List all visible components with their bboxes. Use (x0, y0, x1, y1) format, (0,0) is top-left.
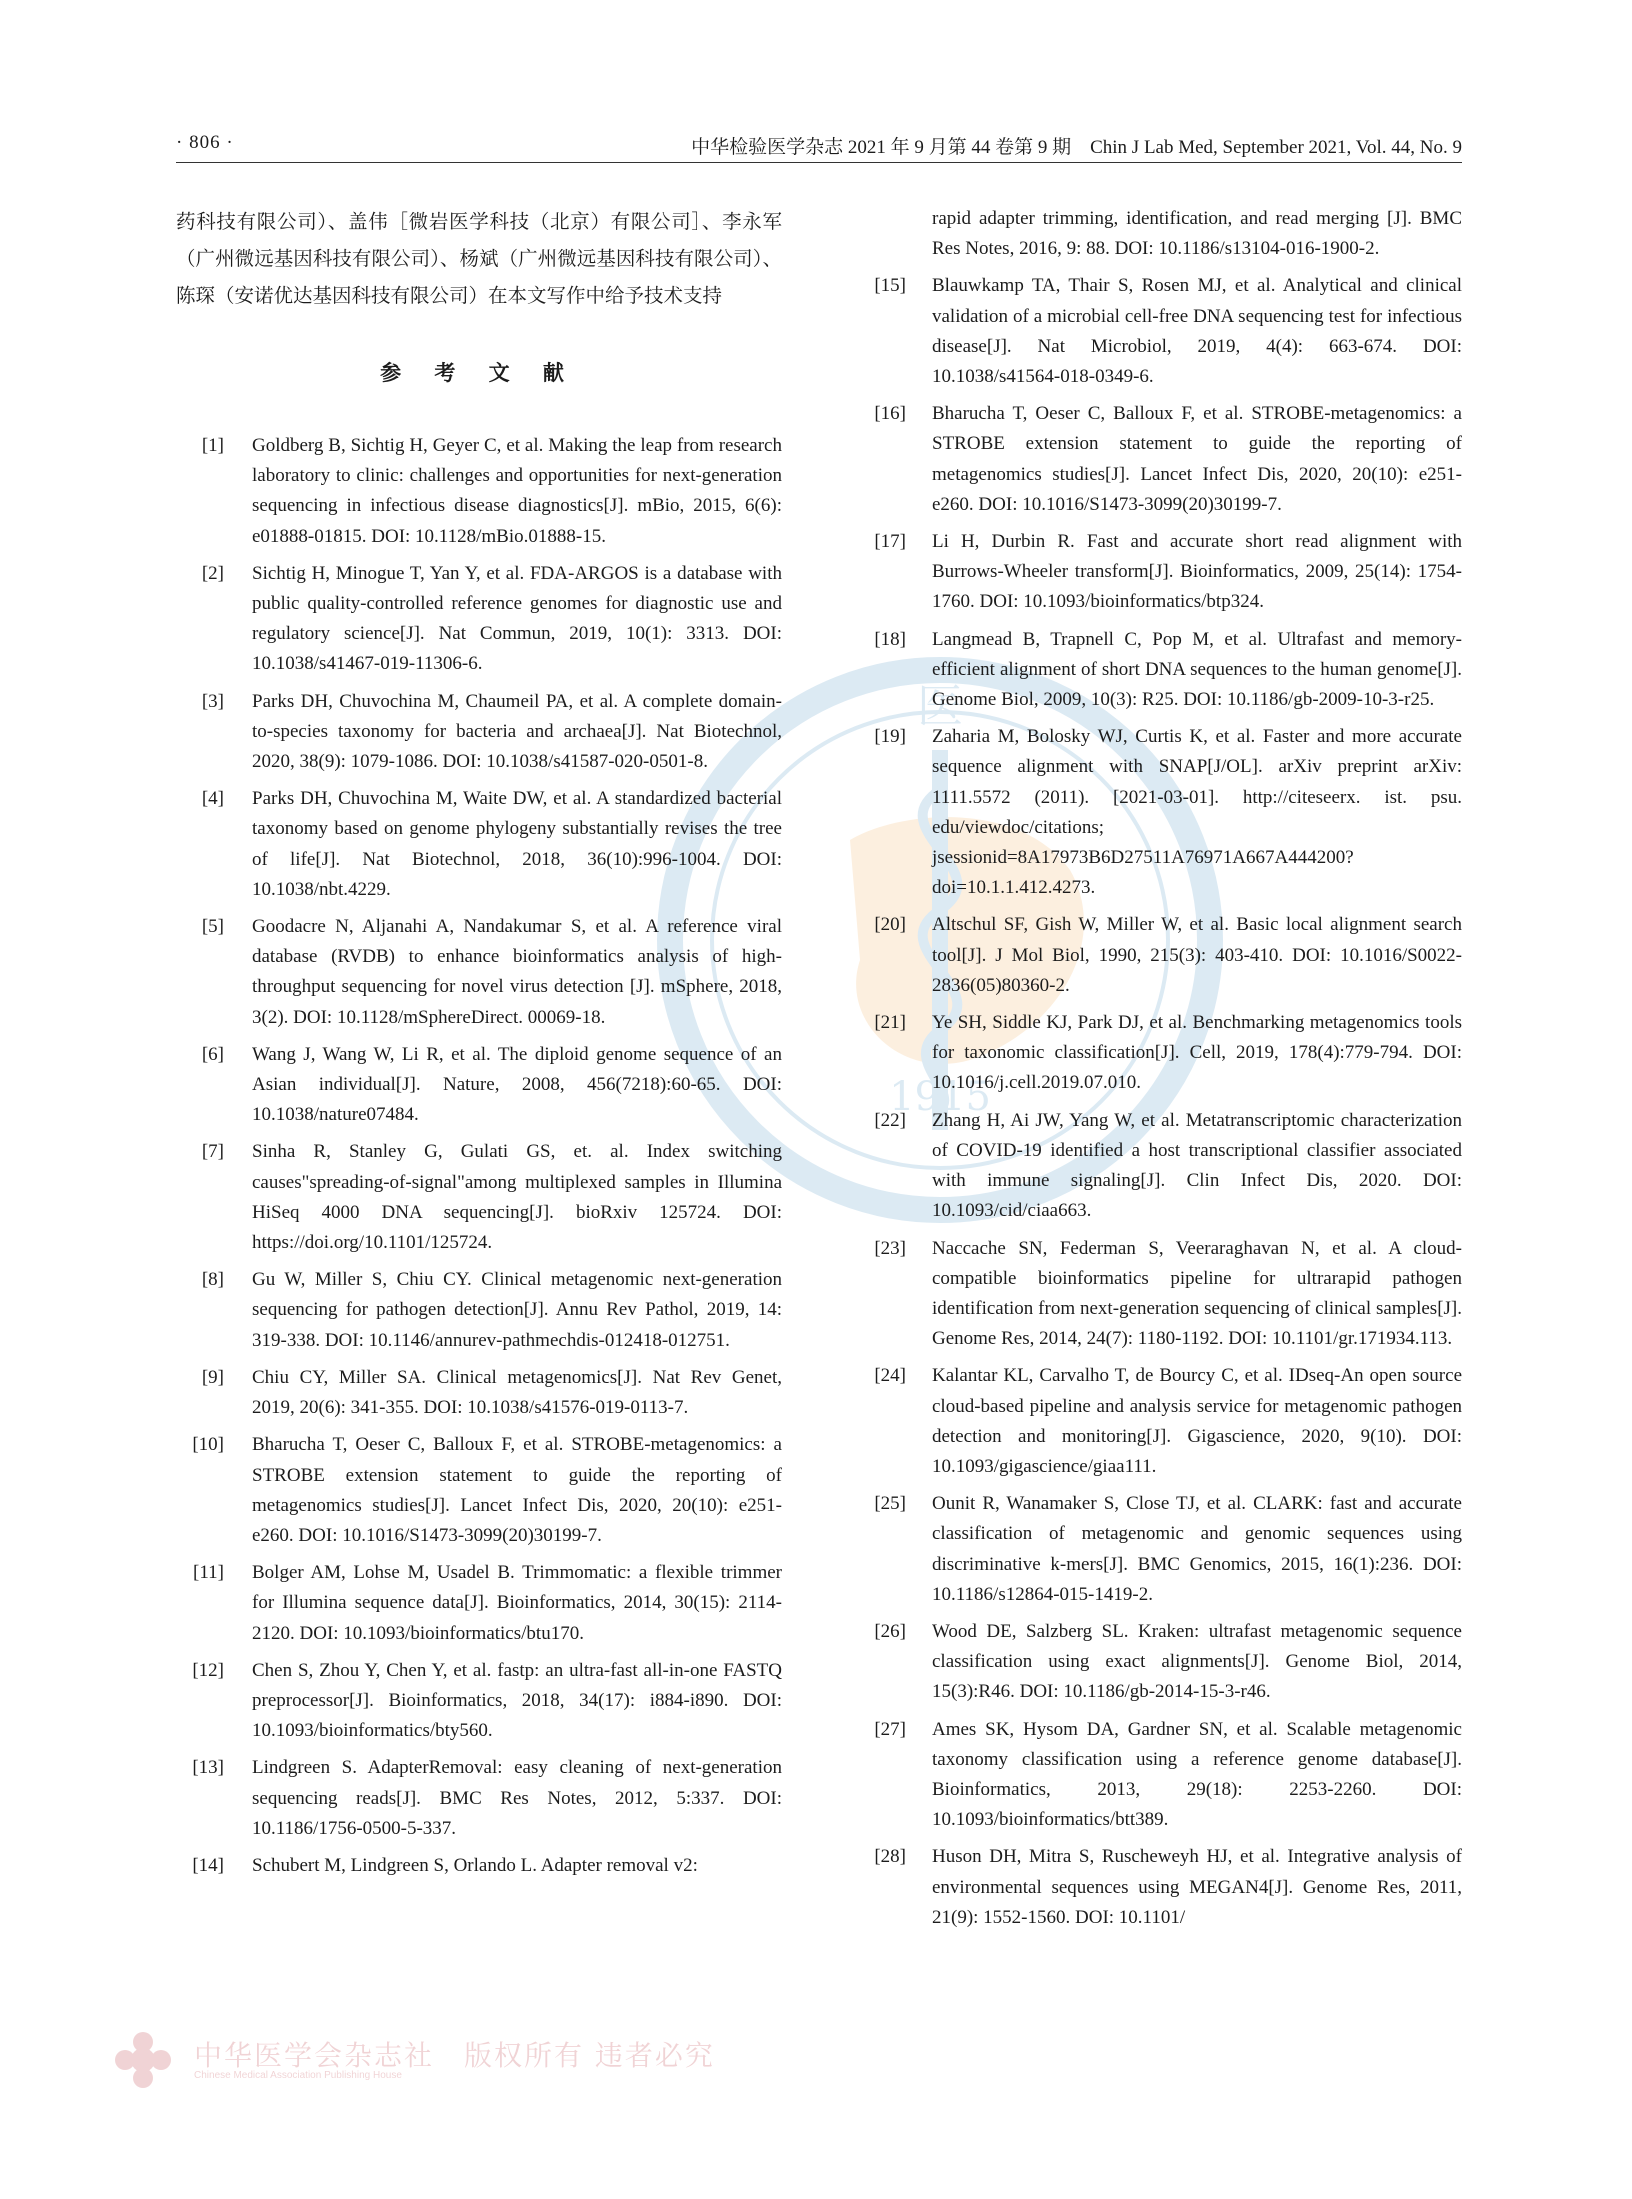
reference-item (176, 1430, 782, 1551)
left-column (176, 204, 782, 1888)
reference-item (176, 559, 782, 680)
reference-number: [10] (192, 1434, 224, 1456)
reference-item (176, 687, 782, 778)
reference-text: Ounit R, Wanamaker S, Close TJ, et al. CLARK: fast and accurate classification of metagenomic and genomic sequences using discriminative k-mers[J]. BMC Genomics, 2015, 16(1):236. DOI: 10.1186/s12864-015-1419-2. (932, 1493, 1462, 1605)
reference-text: Huson DH, Mitra S, Ruscheweyh HJ, et al. Integrative analysis of environmental sequences using MEGAN4[J]. Genome Res, 2011, 21(9): 1552-1560. DOI: 10.1101/ (932, 1846, 1462, 1928)
right-column (866, 204, 1462, 1940)
svg-text:医: 医 (917, 679, 963, 733)
reference-text: Naccache SN, Federman S, Veeraraghavan N, et al. A cloud-compatible bioinformatics pipeline for ultrarapid pathogen identification from next-generation sequencing of clinical samples[J]. Genome Res, 2014, 24(7): 1180-1192. DOI: 10.1101/gr.171934.113. (932, 1237, 1462, 1350)
reference-number: [21] (874, 1012, 906, 1034)
reference-item (866, 1715, 1462, 1836)
reference-number: [16] (874, 403, 906, 425)
reference-number: [11] (193, 1562, 224, 1584)
reference-item (176, 1656, 782, 1747)
reference-item (176, 1265, 782, 1356)
reference-text: rapid adapter trimming, identification, and read merging [J]. BMC Res Notes, 2016, 9: 88. DOI: 10.1186/s13104-016-1900-2. (932, 208, 1462, 260)
reference-number: [15] (874, 275, 906, 297)
reference-text: Goldberg B, Sichtig H, Geyer C, et al. Making the leap from research laboratory to clinic: challenges and opportunities for next-generation sequencing in infectious disease diagnostics[J]. mBio, 2015, 6(6): e01888-01815. DOI: 10.1128/mBio.01888-15. (252, 435, 782, 547)
reference-item (866, 271, 1462, 392)
reference-list-left (176, 431, 782, 1881)
reference-number: [3] (201, 690, 224, 712)
reference-text: Altschul SF, Gish W, Miller W, et al. Basic local alignment search tool[J]. J Mol Biol, 1990, 215(3): 403-410. DOI: 10.1016/S0022-2836(05)80360-2. (932, 914, 1462, 996)
reference-item (866, 1361, 1462, 1482)
reference-item (866, 1489, 1462, 1610)
reference-number: [24] (874, 1365, 906, 1387)
reference-item (866, 1106, 1462, 1227)
reference-number: [13] (192, 1757, 224, 1779)
reference-number: [20] (874, 914, 906, 936)
reference-number: [28] (874, 1846, 906, 1868)
reference-item (176, 1558, 782, 1649)
page-number: · 806 · (176, 132, 234, 153)
reference-item (176, 1851, 782, 1881)
reference-item (176, 784, 782, 905)
reference-number: [1] (201, 435, 224, 456)
reference-text: Wang J, Wang W, Li R, et al. The diploid genome sequence of an Asian individual[J]. Nature, 2008, 456(7218):60-65. DOI: 10.1038/nature07484. (252, 1043, 782, 1126)
reference-text: Sinha R, Stanley G, Gulati GS, et. al. Index switching causes"spreading-of-signal"among multiplexed samples in Illumina HiSeq 4000 DNA sequencing[J]. bioRxiv 125724. DOI: https://doi.org/10.1101/125724. (252, 1141, 782, 1254)
page-header (176, 132, 1462, 163)
reference-number: [2] (201, 562, 224, 584)
reference-item (176, 1137, 782, 1258)
reference-item (866, 527, 1462, 618)
reference-text: Schubert M, Lindgreen S, Orlando L. Adapter removal v2: (252, 1854, 698, 1876)
reference-number: [23] (874, 1237, 906, 1259)
publisher-name: 中华医学会杂志社 版权所有 违者必究 (194, 2039, 715, 2072)
reference-number: [5] (201, 916, 224, 938)
reference-item (866, 1234, 1462, 1355)
reference-number: [7] (201, 1141, 224, 1163)
reference-text: Lindgreen S. AdapterRemoval: easy cleaning of next-generation sequencing reads[J]. BMC Res Notes, 2012, 5:337. DOI: 10.1186/1756-0500-5-337. (252, 1757, 782, 1839)
reference-text: Bolger AM, Lohse M, Usadel B. Trimmomatic: a flexible trimmer for Illumina sequence data[J]. Bioinformatics, 2014, 30(15): 2114-2120. DOI: 10.1093/bioinformatics/btu170. (252, 1562, 782, 1644)
reference-text: Ye SH, Siddle KJ, Park DJ, et al. Benchmarking metagenomics tools for taxonomic classification[J]. Cell, 2019, 178(4):779-794. DOI: 10.1016/j.cell.2019.07.010. (932, 1012, 1462, 1094)
reference-text: Chen S, Zhou Y, Chen Y, et al. fastp: an ultra-fast all-in-one FASTQ preprocessor[J]. Bioinformatics, 2018, 34(17): i884-i890. DOI: 10.1093/bioinformatics/bty560. (252, 1659, 782, 1742)
reference-text: Chiu CY, Miller SA. Clinical metagenomics[J]. Nat Rev Genet, 2019, 20(6): 341-355. DOI: 10.1038/s41576-019-0113-7. (252, 1366, 782, 1419)
reference-text: Blauwkamp TA, Thair S, Rosen MJ, et al. Analytical and clinical validation of a microbial cell-free DNA sequencing test for infectious disease[J]. Nat Microbiol, 2019, 4(4): 663-674. DOI: 10.1038/s41564-018-0349-6. (932, 275, 1462, 388)
reference-item (866, 1008, 1462, 1099)
reference-text: Bharucha T, Oeser C, Balloux F, et al. STROBE-metagenomics: a STROBE extension statement to guide the reporting of metagenomics studies[J]. Lancet Infect Dis, 2020, 20(10): e251-e260. DOI: 10.1016/S1473-3099(20)30199-7. (252, 1434, 782, 1546)
references-heading: 参 考 文 献 (380, 361, 578, 385)
reference-number: [25] (874, 1493, 906, 1515)
reference-text: Zhang H, Ai JW, Yang W, et al. Metatranscriptomic characterization of COVID-19 identified a host transcriptional classifier associated with immune signaling[J]. Clin Infect Dis, 2020. DOI: 10.1093/cid/ciaa663. (932, 1109, 1462, 1222)
reference-text: Ames SK, Hysom DA, Gardner SN, et al. Scalable metagenomic taxonomy classification using a reference genome database[J]. Bioinformatics, 2013, 29(18): 2253-2260. DOI: 10.1093/bioinformatics/btt389. (932, 1718, 1462, 1831)
reference-text: Bharucha T, Oeser C, Balloux F, et al. STROBE-metagenomics: a STROBE extension statement to guide the reporting of metagenomics studies[J]. Lancet Infect Dis, 2020, 20(10): e251-e260. DOI: 10.1016/S1473-3099(20)30199-7. (932, 403, 1462, 515)
reference-number: [9] (201, 1366, 224, 1388)
reference-number: [27] (874, 1718, 906, 1740)
reference-number: [8] (201, 1269, 224, 1291)
reference-number: [26] (874, 1620, 906, 1642)
reference-item (866, 1617, 1462, 1708)
reference-item (866, 1842, 1462, 1933)
reference-number: [19] (874, 726, 906, 748)
reference-number: [22] (874, 1109, 906, 1131)
reference-text: Parks DH, Chuvochina M, Waite DW, et al. A standardized bacterial taxonomy based on genome phylogeny substantially revises the tree of life[J]. Nat Biotechnol, 2018, 36(10):996-1004. DOI: 10.1038/nbt.4229. (252, 788, 782, 900)
reference-text: Langmead B, Trapnell C, Pop M, et al. Ultrafast and memory-efficient alignment of short DNA sequences to the human genome[J]. Genome Biol, 2009, 10(3): R25. DOI: 10.1186/gb-2009-10-3-r25. (932, 628, 1462, 711)
reference-number: [4] (201, 788, 224, 810)
reference-number: [14] (192, 1854, 224, 1876)
reference-item (176, 1363, 782, 1423)
reference-text: Kalantar KL, Carvalho T, de Bourcy C, et al. IDseq-An open source cloud-based pipeline and analysis service for metagenomic pathogen detection and monitoring[J]. Gigascience, 2020, 9(10). DOI: 10.1093/gigascience/giaa111. (932, 1365, 1462, 1477)
reference-list-right (866, 271, 1462, 1933)
flower-emblem-icon (108, 2030, 178, 2090)
reference-number: [12] (192, 1659, 224, 1681)
journal-running-title: 中华检验医学杂志 2021 年 9 月第 44 卷第 9 期 Chin J Lab Med, September 2021, Vol. 44, No. 9 (691, 137, 1462, 158)
reference-item (866, 910, 1462, 1001)
reference-text: Sichtig H, Minogue T, Yan Y, et al. FDA-ARGOS is a database with public quality-controlled reference genomes for diagnostic use and regulatory science[J]. Nat Commun, 2019, 10(1): 3313. DOI: 10.1038/s41467-019-11306-6. (252, 562, 782, 675)
publisher-logo-watermark (108, 2030, 748, 2090)
reference-item (866, 399, 1462, 520)
reference-item (176, 1753, 782, 1844)
reference-item (176, 912, 782, 1033)
reference-item-continued (866, 204, 1462, 264)
reference-number: [6] (201, 1043, 224, 1065)
reference-item (176, 431, 782, 552)
publisher-name-en: Chinese Medical Association Publishing House (194, 2070, 402, 2081)
reference-item (176, 1040, 782, 1131)
reference-number: [17] (874, 531, 906, 553)
reference-item (866, 722, 1462, 903)
acknowledgement-text: 药科技有限公司）、盖伟［微岩医学科技（北京）有限公司］、李永军（广州微远基因科技有限公司）、杨斌（广州微远基因科技有限公司）、陈琛（安诺优达基因科技有限公司）在本文写作中给予技术支持 (176, 212, 782, 307)
reference-text: Li H, Durbin R. Fast and accurate short read alignment with Burrows-Wheeler transform[J]. Bioinformatics, 2009, 25(14): 1754-1760. DOI: 10.1093/bioinformatics/btp324. (932, 531, 1462, 613)
svg-text:1915: 1915 (889, 1074, 991, 1120)
reference-text: Zaharia M, Bolosky WJ, Curtis K, et al. Faster and more accurate sequence alignment with SNAP[J/OL]. arXiv preprint arXiv: 1111.5572 (2011). [2021-03-01]. http://citeseerx. ist. psu. edu/viewdoc/citations; jsessionid=8A17973B6D27511A76971A667A444200? doi=10.1.1.412.4273. (932, 726, 1462, 899)
reference-text: Wood DE, Salzberg SL. Kraken: ultrafast metagenomic sequence classification using exact alignments[J]. Genome Biol, 2014, 15(3):R46. DOI: 10.1186/gb-2014-15-3-r46. (932, 1620, 1462, 1703)
reference-item (866, 625, 1462, 716)
reference-text: Parks DH, Chuvochina M, Chaumeil PA, et al. A complete domain-to-species taxonomy for bacteria and archaea[J]. Nat Biotechnol, 2020, 38(9): 1079-1086. DOI: 10.1038/s41587-020-0501-8. (252, 690, 782, 773)
reference-text: Goodacre N, Aljanahi A, Nandakumar S, et al. A reference viral database (RVDB) to enhance bioinformatics analysis of high-throughput sequencing for novel virus detection [J]. mSphere, 2018, 3(2). DOI: 10.1128/mSphereDirect. 00069-18. (252, 916, 782, 1028)
reference-number: [18] (874, 628, 906, 650)
reference-text: Gu W, Miller S, Chiu CY. Clinical metagenomic next-generation sequencing for pathogen detection[J]. Annu Rev Pathol, 2019, 14: 319-338. DOI: 10.1146/annurev-pathmechdis-012418-012751. (252, 1269, 782, 1351)
